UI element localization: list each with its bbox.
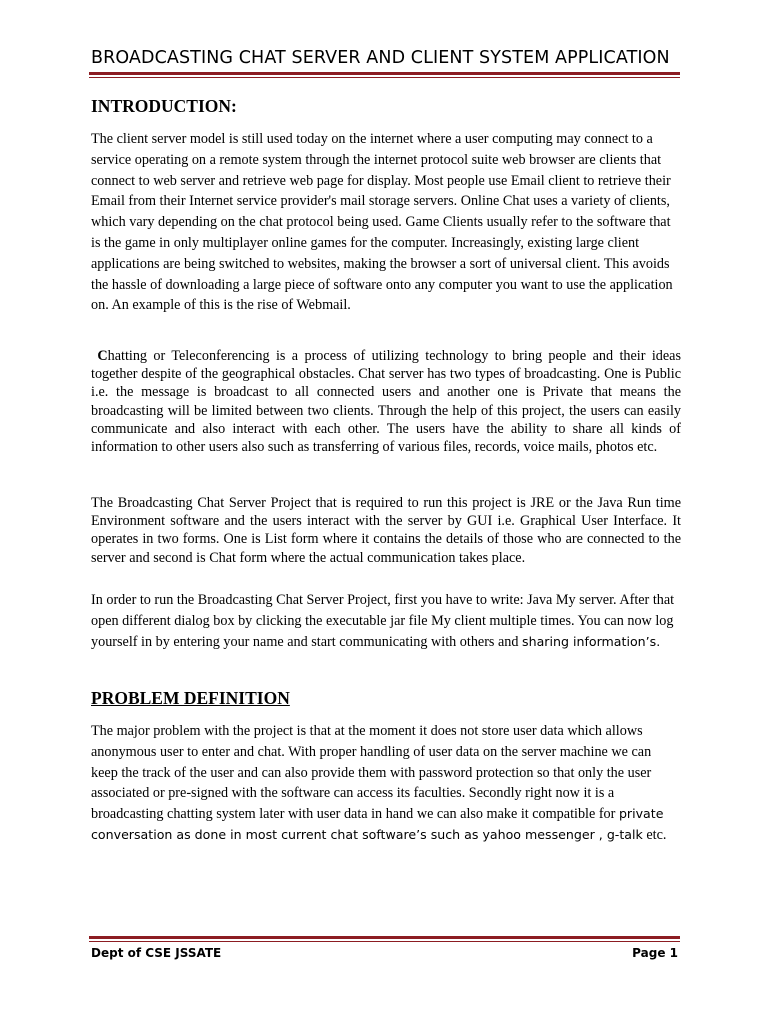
header-rule-thin xyxy=(89,77,680,78)
problem-paragraph-end: etc. xyxy=(646,826,667,843)
intro-paragraph-2-text: hatting or Teleconferencing is a process of utilizing technology to bring people and their ideas together despite of the geographical obstacles. Chat server has two types of broadcasting. One is Public i.e. the message is broadcast to all connected users and another one is Private that means the broadcasting will be limited between two clients. Through the help of this project, the users can easily communicate and also interact with each other. The users have the ability to share all kinds of information to other users also such as transferring of various files, records, voice mails, photos etc. xyxy=(91,348,681,456)
introduction-heading: INTRODUCTION: xyxy=(91,96,237,116)
problem-paragraph-tail: private conversation as done in most current chat software’s such as yahoo messenger , g-talk xyxy=(91,806,664,842)
footer-department: Dept of CSE JSSATE xyxy=(91,946,222,960)
intro-paragraph-1: The client server model is still used today on the internet where a user computing may connect to a service operating on a remote system through the internet protocol suite web browser are clients that connect to web server and retrieve web page for display. Most people use Email client to retrieve their Email from their Internet service provider's mail storage servers. Online Chat uses a variety of clients, which vary depending on the chat protocol being used. Game Clients usually refer to the software that is the game in only multiplayer online games for the computer. Increasingly, existing large client applications are being switched to websites, making the browser a sort of universal client. This avoids the hassle of downloading a large piece of software onto any computer you want to use the application on. An example of this is the rise of Webmail. xyxy=(91,131,673,314)
dropcap-letter: C xyxy=(97,348,108,364)
intro-paragraph-2 xyxy=(91,347,681,456)
problem-paragraph xyxy=(91,721,681,846)
footer-rule-thick xyxy=(89,936,680,939)
footer-page-number: Page 1 xyxy=(632,946,678,960)
intro-paragraph-4-tail: sharing information’s. xyxy=(522,633,661,649)
footer-rule-thin xyxy=(89,941,680,942)
problem-paragraph-text: The major problem with the project is that at the moment it does not store user data which allows anonymous user to enter and chat. With proper handling of user data on the server machine we can keep the track of the user and can also provide them with password protection so that only the user associated or pre-signed with the software can access its faculties. Secondly right now it is a broadcasting chatting system later with user data in hand we can also make it compatible for xyxy=(91,723,652,823)
page-header: BROADCASTING CHAT SERVER AND CLIENT SYSTEM APPLICATION xyxy=(91,48,670,68)
header-rule-thick xyxy=(89,72,680,75)
intro-paragraph-3: The Broadcasting Chat Server Project that is required to run this project is JRE or the Java Run time Environment software and the users interact with the server by GUI i.e. Graphical User Interface. It operates in two forms. One is List form where it contains the details of those who are connected to the server and second is Chat form where the actual communication takes place. xyxy=(91,495,681,566)
intro-paragraph-4 xyxy=(91,590,681,652)
intro-paragraph-4-text: In order to run the Broadcasting Chat Server Project, first you have to write: Java My server. After that open different dialog box by clicking the executable jar file My client multiple times. You can now log yourself in by entering your name and start communicating with others and xyxy=(91,592,675,650)
problem-heading: PROBLEM DEFINITION xyxy=(91,688,290,708)
